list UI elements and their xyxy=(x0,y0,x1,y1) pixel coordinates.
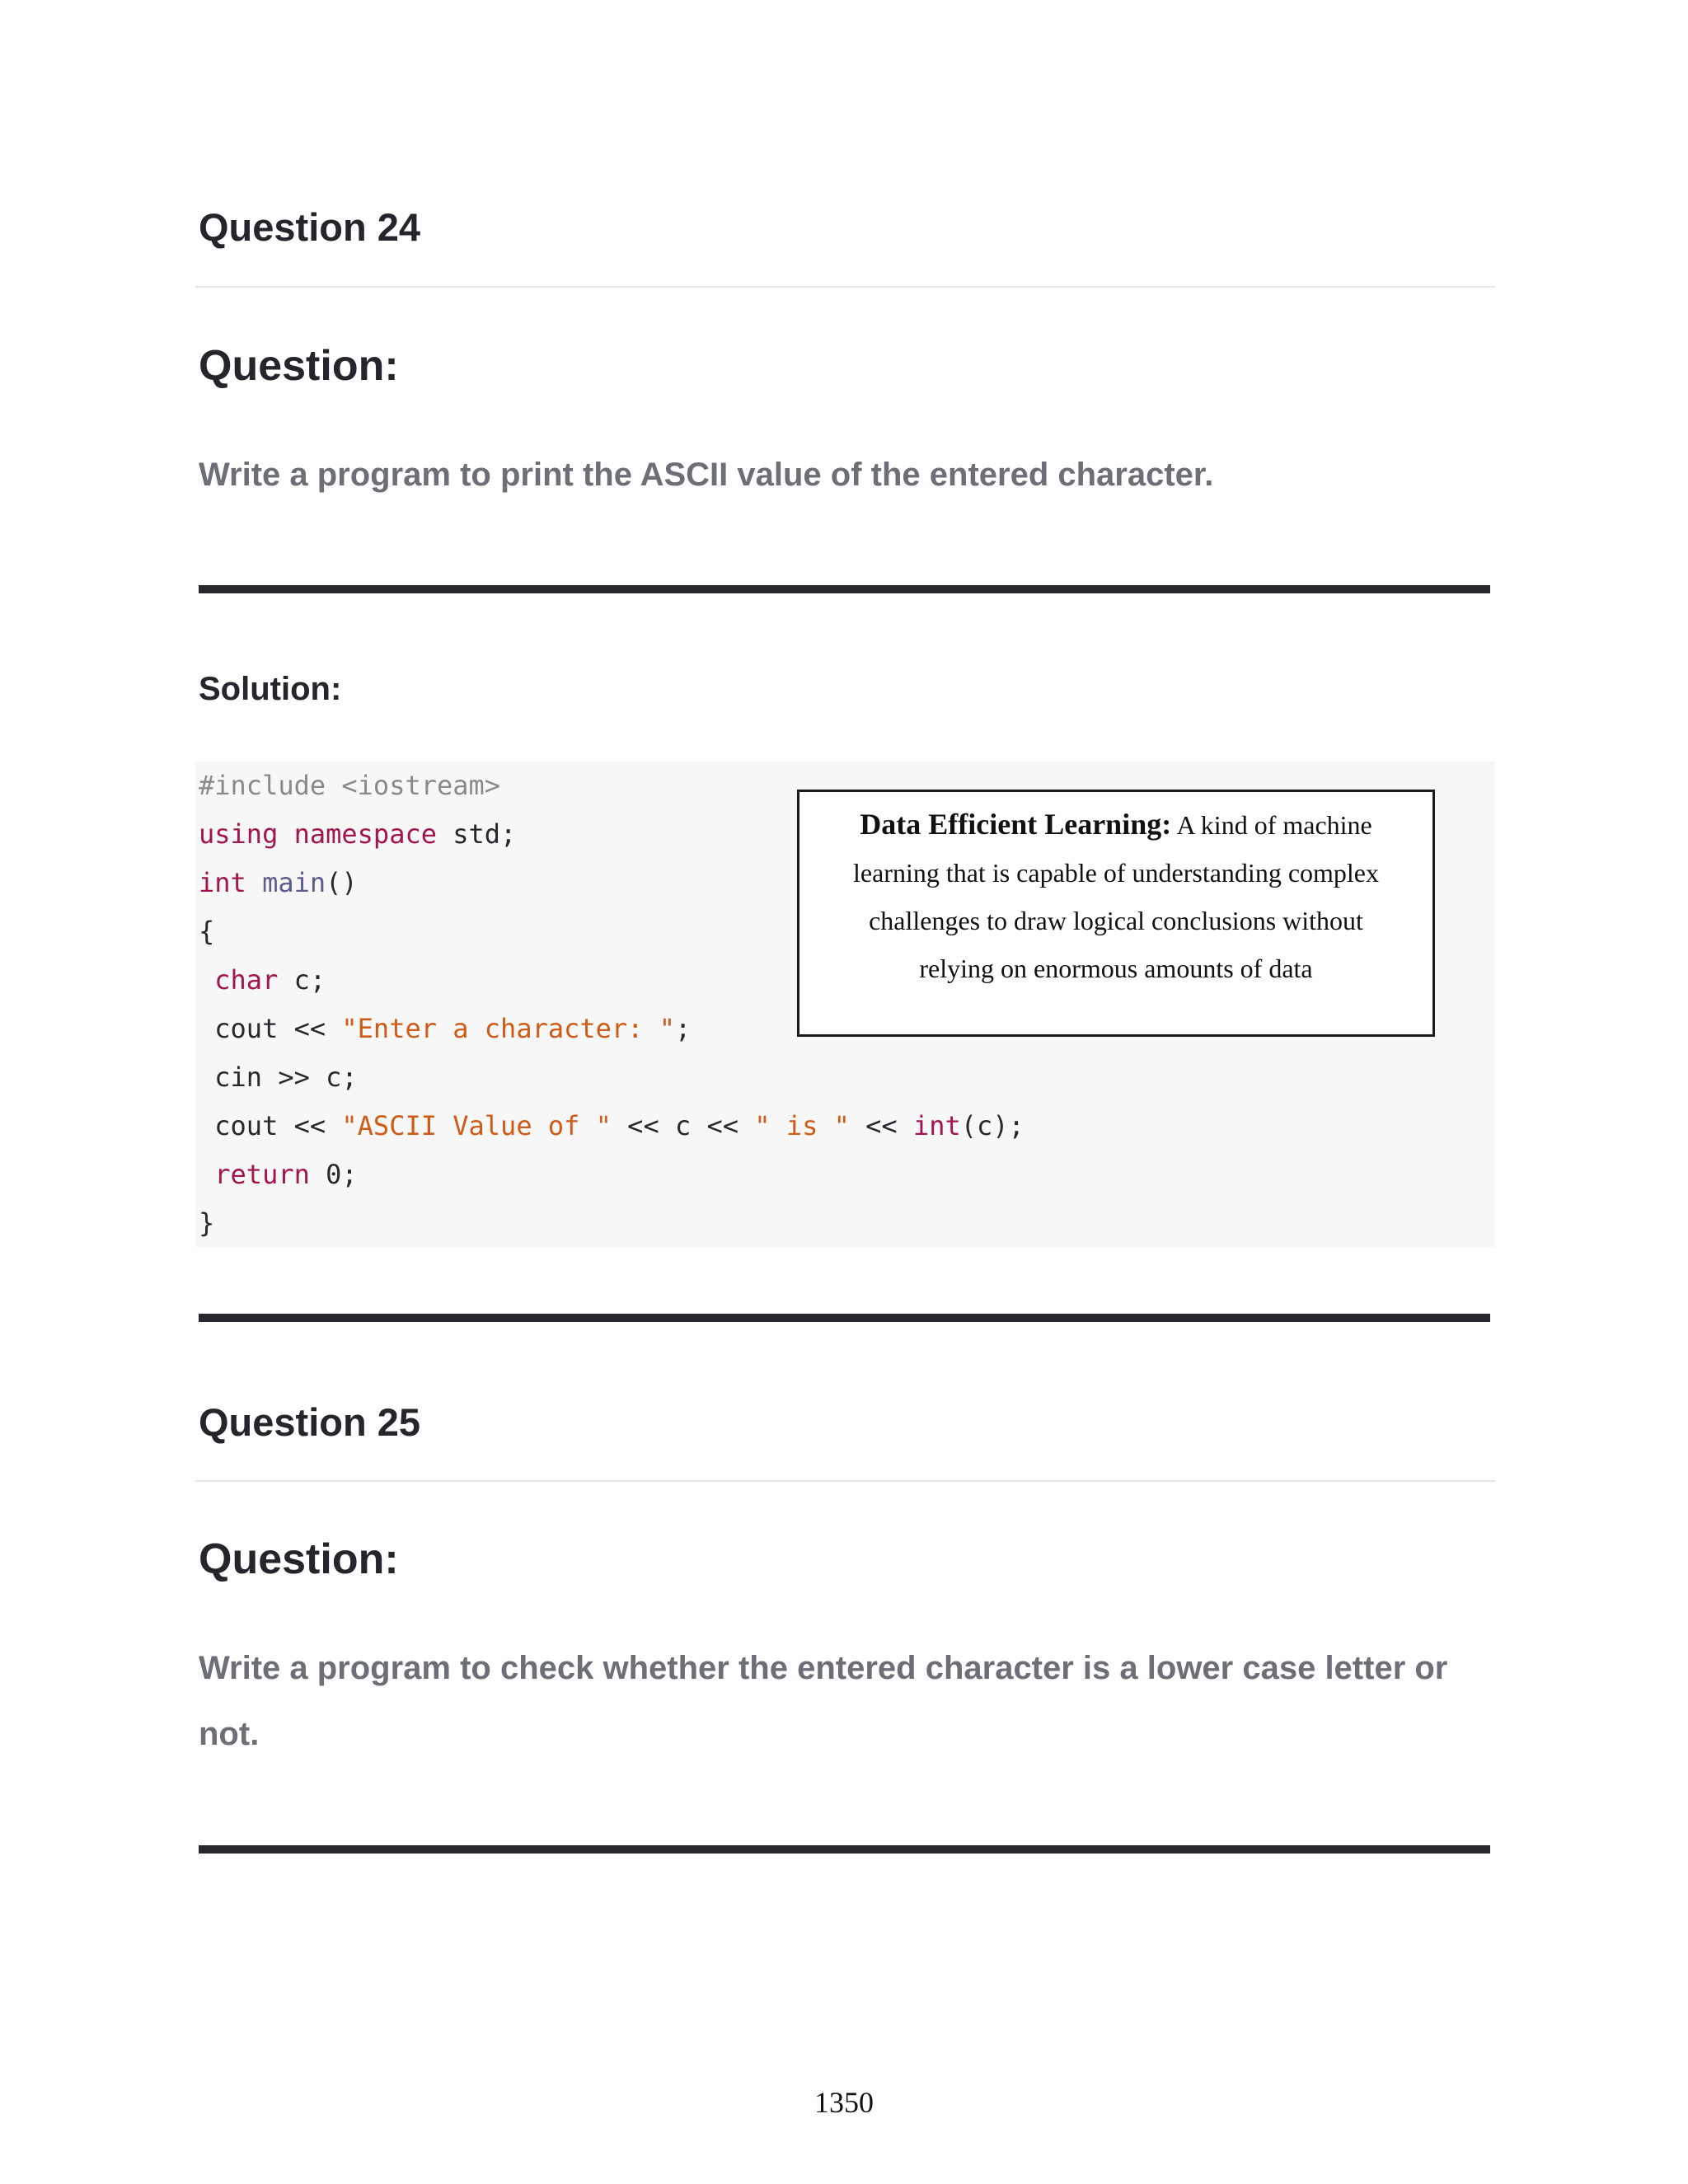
code-line xyxy=(199,859,358,907)
code-token: cout << xyxy=(199,1110,342,1141)
code-token: namespace xyxy=(293,818,437,850)
code-token: } xyxy=(199,1207,215,1239)
code-line xyxy=(199,907,214,956)
question-25-label: Question: xyxy=(199,1535,399,1583)
code-line xyxy=(199,1151,358,1199)
code-line xyxy=(199,1005,691,1053)
code-line xyxy=(199,1199,214,1248)
code-token: int xyxy=(912,1110,961,1141)
code-line xyxy=(199,810,516,859)
section-divider xyxy=(199,1314,1490,1322)
code-token: << xyxy=(849,1110,913,1141)
page-number: 1350 xyxy=(814,2086,874,2119)
code-token xyxy=(199,1159,214,1190)
code-token xyxy=(246,867,262,898)
code-token: char xyxy=(214,964,279,996)
question-24-heading: Question 24 xyxy=(199,205,421,249)
code-token: ; xyxy=(674,1013,692,1044)
code-token xyxy=(278,818,293,850)
code-token: c; xyxy=(278,964,326,996)
code-token: std; xyxy=(436,818,517,850)
callout-line-1 xyxy=(799,800,1432,849)
solution-label: Solution: xyxy=(199,671,342,707)
question-25-text: Write a program to check whether the entered character is a lower case letter or not. xyxy=(199,1650,1448,1752)
code-token xyxy=(199,964,214,996)
section-divider xyxy=(199,1845,1490,1854)
definition-callout xyxy=(797,790,1435,1037)
code-token: int xyxy=(199,867,246,898)
question-24-text: Write a program to print the ASCII value of the entered character. xyxy=(199,457,1214,493)
code-token: using xyxy=(199,818,279,850)
code-token: return xyxy=(214,1159,310,1190)
code-token: " is " xyxy=(754,1110,850,1141)
code-token: "Enter a character: " xyxy=(341,1013,675,1044)
heading-divider xyxy=(195,286,1495,288)
code-token: { xyxy=(199,916,215,947)
code-token: #include <iostream> xyxy=(199,770,501,801)
code-token: cout << xyxy=(199,1013,342,1044)
code-line xyxy=(199,762,500,810)
code-token: main xyxy=(262,867,326,898)
code-token: << c << xyxy=(611,1110,755,1141)
callout-line-3: challenges to draw logical conclusions without xyxy=(869,906,1363,935)
callout-line-2: learning that is capable of understanding complex xyxy=(852,858,1379,888)
code-token: cin >> c; xyxy=(199,1062,358,1093)
callout-text-1: A kind of machine xyxy=(1171,810,1372,840)
question-24-label: Question: xyxy=(199,342,399,390)
code-token: "ASCII Value of " xyxy=(341,1110,612,1141)
code-token: () xyxy=(326,867,358,898)
code-token: (c); xyxy=(960,1110,1025,1141)
code-line xyxy=(199,1053,358,1102)
callout-line-4: relying on enormous amounts of data xyxy=(919,954,1313,983)
code-line xyxy=(199,1102,1025,1151)
section-divider xyxy=(199,585,1490,593)
question-25-heading: Question 25 xyxy=(199,1400,421,1444)
code-line xyxy=(199,956,326,1005)
heading-divider xyxy=(195,1480,1495,1482)
code-token: 0; xyxy=(309,1159,358,1190)
callout-term: Data Efficient Learning: xyxy=(860,808,1172,841)
